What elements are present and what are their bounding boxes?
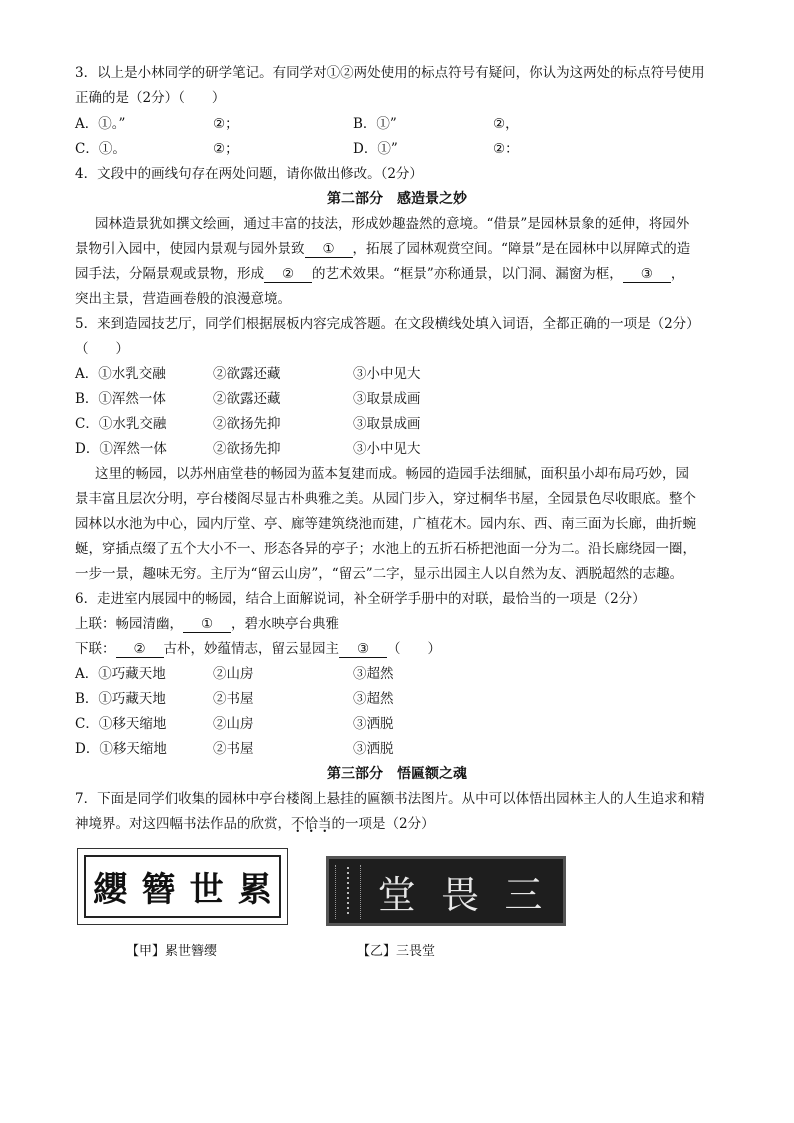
couplet-blank-1: ①	[183, 616, 231, 633]
q7-stem-line1: 7．下面是同学们收集的园林中亭台楼阁上悬挂的匾额书法图片。从中可以体悟出园林主人的人生追求和精	[75, 791, 705, 807]
q3-option-b: B．①”	[353, 116, 397, 132]
q6-option-d-3: ③洒脱	[353, 741, 394, 757]
para1-text: ，	[670, 266, 685, 282]
para1-line4: 突出主景，营造画卷般的浪漫意境。	[75, 291, 291, 307]
q7-stem-line2	[75, 814, 435, 834]
q6-option-b: B．①巧藏天地	[75, 691, 166, 707]
q5-option-d: D．①浑然一体	[75, 441, 167, 457]
q5-option-a-2: ②欲露还藏	[213, 366, 281, 382]
q3-option-b-2: ②，	[493, 116, 519, 132]
para2-line4: 蜒，穿插点缀了五个大小不一、形态各异的亭子；水池上的五折石桥把池面一分为二。沿长廊绕园一圈，	[75, 541, 696, 557]
q3-option-a: A．①。”	[75, 116, 126, 132]
para1-line2	[75, 239, 690, 259]
section-title-3: 第三部分 悟匾额之魂	[327, 766, 467, 782]
q6-couplet-up	[75, 614, 339, 634]
blank-2: ②	[264, 266, 312, 283]
q3-option-c-2: ②；	[213, 141, 239, 157]
q5-option-c: C．①水乳交融	[75, 416, 167, 432]
q5-option-a-3: ③小中见大	[353, 366, 421, 382]
q6-stem: 6．走进室内展园中的畅园，结合上面解说词，补全研学手册中的对联，最恰当的一项是（2分）	[75, 591, 646, 607]
q4-stem: 4．文段中的画线句存在两处问题，请你做出修改。（2分）	[75, 166, 423, 182]
q6-option-d: D．①移天缩地	[75, 741, 167, 757]
q5-option-c-2: ②欲扬先抑	[213, 416, 281, 432]
q5-stem-line1: 5．来到造园技艺厅，同学们根据展板内容完成答题。在文段横线处填入词语，全都正确的一项是（2分）	[75, 316, 700, 332]
q6-option-a-2: ②山房	[213, 666, 254, 682]
para1-text: 园手法，分隔景观或景物，形成	[75, 266, 264, 282]
q5-option-d-3: ③小中见大	[353, 441, 421, 457]
q5-option-c-3: ③取景成画	[353, 416, 421, 432]
plaque-char: 世	[189, 870, 224, 910]
plaque-frame	[84, 855, 281, 918]
q5-option-b-3: ③取景成画	[353, 391, 421, 407]
couplet-blank-3: ③	[339, 641, 387, 658]
para1-line1: 园林造景犹如撰文绘画，通过丰富的技法，形成妙趣盎然的意境。“借景”是园林景象的延伸，将园外	[95, 216, 690, 232]
plaque-char: 堂	[377, 872, 416, 917]
couplet-text: 古朴，妙蕴情志，留云显园主	[163, 641, 339, 657]
q3-stem-line1: 3．以上是小林同学的研学笔记。有同学对①②两处使用的标点符号有疑问，你认为这两处的标点符号使用	[75, 65, 705, 81]
plaque-char: 畏	[440, 872, 479, 917]
plaque-char: 累	[237, 870, 272, 910]
para1-line3	[75, 264, 684, 284]
plaque-char: 纓	[93, 870, 128, 910]
q3-option-d-2: ②：	[493, 141, 519, 157]
plaque-char: 簪	[141, 870, 176, 910]
para1-text: 景物引入园中，使园内景观与园外景致	[75, 241, 305, 257]
q5-stem-line2: （ ）	[75, 341, 129, 357]
q3-stem-line2: 正确的是（2分）（ ）	[75, 90, 226, 106]
couplet-text: ，碧水映亭台典雅	[231, 616, 339, 632]
para2-line2: 景丰富且层次分明，亭台楼阁尽显古朴典雅之美。从园门步入，穿过桐华书屋，全园景色尽收眼底。整个	[75, 491, 696, 507]
blank-3: ③	[623, 266, 671, 283]
q5-option-b: B．①浑然一体	[75, 391, 166, 407]
q6-option-b-2: ②书屋	[213, 691, 254, 707]
q5-option-a: A．①水乳交融	[75, 366, 166, 382]
q6-option-d-2: ②书屋	[213, 741, 254, 757]
plaque-caption-jia: 【甲】累世簪缨	[126, 944, 218, 959]
q6-option-b-3: ③超然	[353, 691, 394, 707]
emphasis-char: 当	[318, 816, 332, 832]
q6-option-c-2: ②山房	[213, 716, 254, 732]
q5-option-d-2: ②欲扬先抑	[213, 441, 281, 457]
plaque-char: 三	[504, 872, 543, 917]
couplet-text: 下联：	[75, 641, 116, 657]
plaque-inscription	[335, 865, 361, 919]
blank-1: ①	[305, 241, 353, 258]
couplet-text: （ ）	[387, 641, 441, 657]
para1-text: 的艺术效果。“框景”亦称通景，以门洞、漏窗为框，	[312, 266, 623, 282]
q3-option-a-2: ②；	[213, 116, 239, 132]
couplet-blank-2: ②	[116, 641, 164, 658]
emphasis-char: 恰	[304, 816, 318, 832]
section-title-2: 第二部分 感造景之妙	[327, 191, 467, 207]
para2-line1: 这里的畅园，以苏州庙堂巷的畅园为蓝本复建而成。畅园的造园手法细腻，面积虽小却布局巧妙，园	[95, 466, 689, 482]
q7-text: 神境界。对这四幅书法作品的欣赏，	[75, 816, 291, 832]
para1-text: ，拓展了园林观赏空间。“障景”是在园林中以屏障式的造	[352, 241, 691, 257]
q7-text: 的一项是（2分）	[331, 816, 435, 832]
q6-option-a-3: ③超然	[353, 666, 394, 682]
para2-line3: 园林以水池为中心，园内厅堂、亭、廊等建筑绕池而建，广植花木。园内东、西、南三面为长廊，曲折蜿	[75, 516, 696, 532]
q3-option-c: C．①。	[75, 141, 126, 157]
plaque-caption-yi: 【乙】三畏堂	[357, 944, 436, 959]
q3-option-d: D．①”	[353, 141, 398, 157]
couplet-text: 上联：畅园清幽，	[75, 616, 183, 632]
para2-line5: 一步一景，趣味无穷。主厅为“留云山房”，“留云”二字，显示出园主人以自然为友、洒脱超然的志趣。	[75, 566, 684, 582]
q6-option-c-3: ③洒脱	[353, 716, 394, 732]
plaque-image-jia	[77, 848, 288, 925]
emphasis-char: 不	[291, 816, 305, 832]
plaque-image-yi	[326, 856, 566, 926]
q6-couplet-down	[75, 639, 441, 659]
q6-option-c: C．①移天缩地	[75, 716, 167, 732]
q6-option-a: A．①巧藏天地	[75, 666, 166, 682]
plaque-frame	[365, 859, 555, 923]
q5-option-b-2: ②欲露还藏	[213, 391, 281, 407]
